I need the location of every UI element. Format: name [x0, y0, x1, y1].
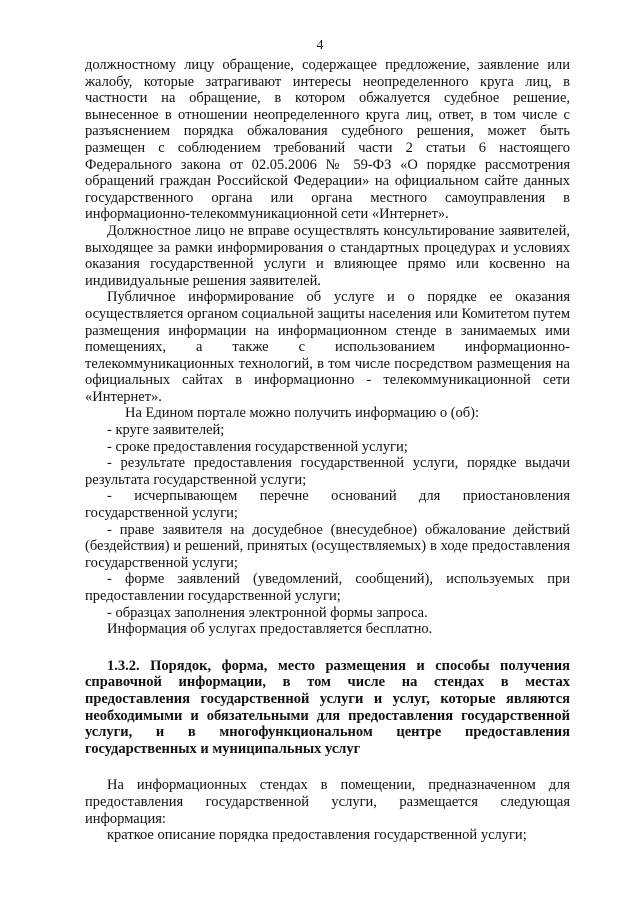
list-item: - образцах заполнения электронной формы запроса.	[107, 604, 428, 621]
document-body	[85, 57, 570, 844]
spacer	[85, 757, 570, 777]
list-item: - праве заявителя на досудебное (внесудебное) обжалование действий (бездействия) и решений, принятых (осуществляемых) в ходе предоставления государственной услуги;	[85, 521, 570, 571]
paragraph-unified-portal: На Едином портале можно получить информацию о (об):	[125, 405, 480, 422]
paragraph-consulting-limits: Должностное лицо не вправе осуществлять консультирование заявителей, выходящее за рамки информирования о стандартных процедурах и условиях оказания государственной услуги и влияющее прямо или косвенно на индивидуальные решения заявителей.	[85, 222, 570, 289]
paragraph-free-info: Информация об услугах предоставляется бесплатно.	[107, 621, 433, 638]
list-item: - круге заявителей;	[107, 422, 225, 439]
list-item: - результате предоставления государственной услуги, порядке выдачи результата государственной услуги;	[85, 455, 570, 488]
spacer	[85, 638, 570, 658]
paragraph-info-stands: На информационных стендах в помещении, предназначенном для предоставления государственной услуги, размещается следующая информация:	[85, 777, 570, 827]
list-item: - исчерпывающем перечне оснований для приостановления государственной услуги;	[85, 488, 570, 522]
paragraph-continuation: должностному лицу обращение, содержащее предложение, заявление или жалобу, которые затрагивают интересы неопределенного круга лиц, в частности на обращение, в котором обжалуется судебное решение, вынесенное в отношении неопределенного круга лиц, ответ, в том числе с разъяснением порядка обжалования судебного решения, может быть размещен с соблюдением требований части 2 статьи 6 настоящего Федерального закона от 02.05.2006 № 59-ФЗ «О порядке рассмотрения обращений граждан Российской Федерации» на официальном сайте данных государственного органа или органа местного самоуправления в информационно-телекоммуникационной сети «Интернет».	[85, 57, 570, 223]
section-heading: 1.3.2. Порядок, форма, место размещения и способы получения справочной информации, в том числе на стендах в местах предоставления государственной услуги и услуг, которые являются необходимыми и обязательными для предоставления государственной услуги, и в многофункциональном центре предоставления государственных и муниципальных услуг	[85, 657, 570, 757]
paragraph-public-informing: Публичное информирование об услуге и о порядке ее оказания осуществляется органом социальной защиты населения или Комитетом путем размещения информации на информационном стенде в занимаемых ими помещениях, а также с использованием информационно-телекоммуникационных технологий, в том числе посредством размещения на официальных сайтах в информационно - телекоммуникационной сети «Интернет».	[85, 289, 570, 405]
paragraph-short-description: краткое описание порядка предоставления государственной услуги;	[107, 827, 527, 844]
page-number: 4	[316, 38, 324, 53]
list-item: - сроке предоставления государственной услуги;	[107, 438, 408, 455]
list-item: - форме заявлений (уведомлений, сообщений), используемых при предоставлении государственной услуги;	[85, 571, 570, 604]
